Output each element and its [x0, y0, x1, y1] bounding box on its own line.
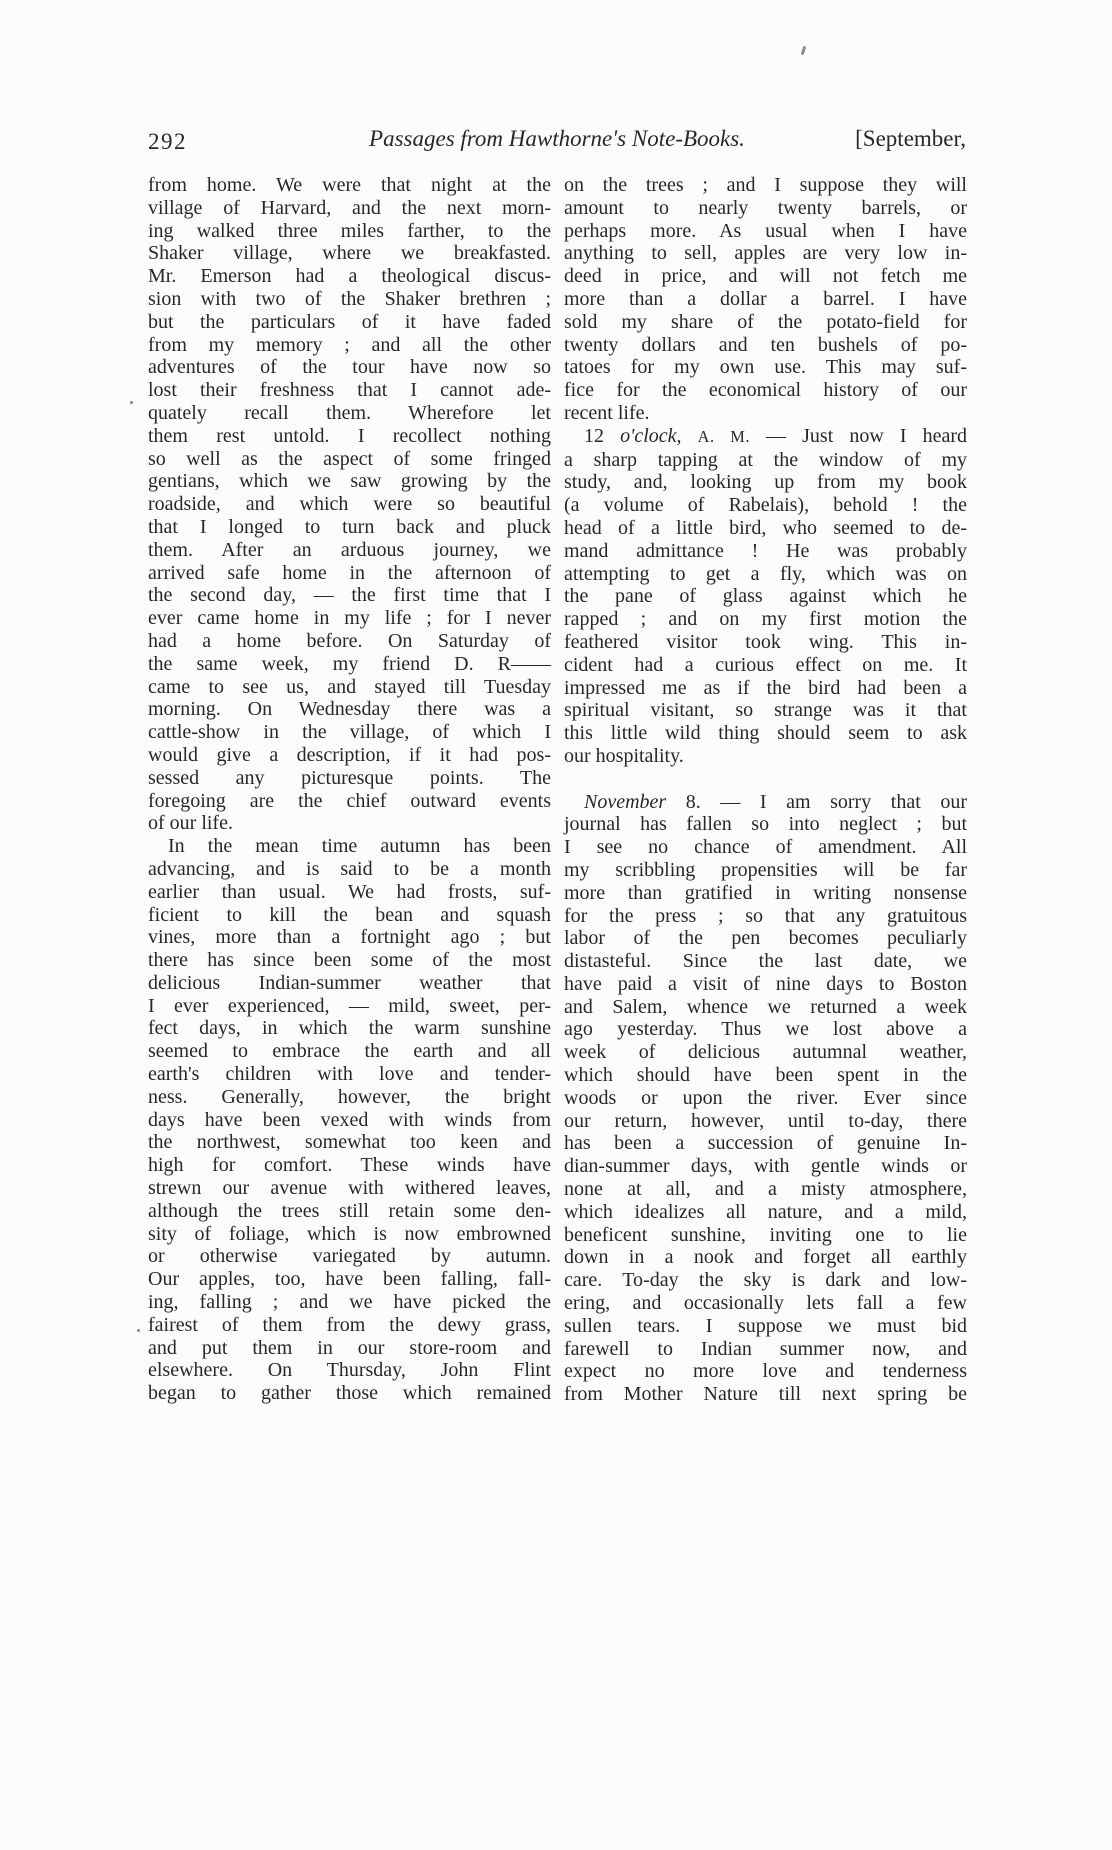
plain-text: sullen tears. I suppose we must bid [564, 1314, 967, 1337]
text-line [148, 356, 551, 379]
plain-text: cident had a curious effect on me. It [564, 653, 967, 676]
plain-text: Shaker village, where we breakfasted. [148, 242, 551, 265]
plain-text: deed in price, and will not fetch me [564, 265, 967, 288]
plain-text: gentians, which we saw growing by the [148, 470, 551, 493]
plain-text: fect days, in which the warm sunshine [148, 1017, 551, 1040]
plain-text: that I longed to turn back and pluck [148, 515, 551, 538]
text-line [148, 790, 551, 813]
plain-text: feathered visitor took wing. This in- [564, 630, 967, 653]
smallcaps-text: A. M. [697, 426, 750, 446]
plain-text: came to see us, and stayed till Tuesday [148, 675, 551, 698]
plain-text: high for comfort. These winds have [148, 1154, 551, 1177]
text-line [564, 334, 967, 357]
text-line [148, 607, 551, 630]
plain-text: vines, more than a fortnight ago ; but [148, 926, 551, 949]
text-line [148, 562, 551, 585]
text-line [564, 1155, 967, 1178]
plain-text: village of Harvard, and the next morn- [148, 196, 551, 219]
text-line [564, 1110, 967, 1133]
plain-text: distasteful. Since the last date, we [564, 950, 967, 973]
text-line [564, 1178, 967, 1201]
plain-text: down in a nook and forget all earthly [564, 1246, 967, 1269]
plain-text: recent life. [564, 401, 650, 424]
issue-date-label: [September, [855, 126, 966, 151]
plain-text: so well as the aspect of some fringed [148, 447, 551, 470]
plain-text: my scribbling propensities will be far [564, 858, 967, 881]
plain-text: mand admittance ! He was probably [564, 539, 967, 562]
text-line [564, 1383, 967, 1406]
running-title: Passages from Hawthorne's Note-Books. [369, 126, 745, 151]
text-line [564, 791, 967, 814]
plain-text: impressed me as if the bird had been a [564, 676, 967, 699]
plain-text: woods or upon the river. Ever since [564, 1086, 967, 1109]
plain-text: our return, however, until to-day, there [564, 1109, 967, 1132]
text-line [148, 470, 551, 493]
text-line [148, 1382, 551, 1405]
plain-text: the same week, my friend D. R—— [148, 652, 551, 675]
plain-text: ering, and occasionally lets fall a few [564, 1292, 967, 1315]
text-line [148, 425, 551, 448]
text-line [148, 242, 551, 265]
plain-text: 12 [584, 424, 621, 447]
text-line [148, 539, 551, 562]
text-line [564, 517, 967, 540]
plain-text: head of a little bird, who seemed to de- [564, 516, 967, 539]
plain-text: amount to nearly twenty barrels, or [564, 196, 967, 219]
plain-text: days have been vexed with winds from [148, 1108, 551, 1131]
plain-text: spiritual visitant, so strange was it that [564, 699, 967, 722]
plain-text: perhaps more. As usual when I have [564, 219, 967, 242]
text-line [564, 356, 967, 379]
text-line [148, 1314, 551, 1337]
plain-text: I see no chance of amendment. All [564, 836, 967, 859]
plain-text: cattle-show in the village, of which I [148, 721, 551, 744]
text-line [564, 859, 967, 882]
plain-text: of our life. [148, 812, 233, 835]
plain-text: adventures of the tour have now so [148, 356, 551, 379]
text-line [564, 1292, 967, 1315]
text-line [148, 448, 551, 471]
plain-text: 8. — I am sorry that our [666, 790, 967, 813]
plain-text: which idealizes all nature, and a mild, [564, 1200, 967, 1223]
text-line [564, 585, 967, 608]
paragraph [148, 835, 551, 1405]
text-line [564, 1338, 967, 1361]
text-line [148, 334, 551, 357]
plain-text: advancing, and is said to be a month [148, 857, 551, 880]
plain-text: sessed any picturesque points. The [148, 766, 551, 789]
text-line [564, 1064, 967, 1087]
text-line [564, 813, 967, 836]
plain-text: farewell to Indian summer now, and [564, 1337, 967, 1360]
text-line [564, 836, 967, 859]
text-column-right [564, 174, 967, 1406]
text-line [564, 927, 967, 950]
plain-text: (a volume of Rabelais), behold ! the [564, 494, 967, 517]
plain-text: have paid a visit of nine days to Boston [564, 972, 967, 995]
plain-text: ing, falling ; and we have picked the [148, 1291, 551, 1314]
text-line [148, 630, 551, 653]
plain-text: more than a dollar a barrel. I have [564, 287, 967, 310]
plain-text: anything to sell, apples are very low in- [564, 242, 967, 265]
plain-text: rapped ; and on my first motion the [564, 608, 967, 631]
text-line [148, 676, 551, 699]
plain-text: strewn our avenue with withered leaves, [148, 1177, 551, 1200]
plain-text: tatoes for my own use. This may suf- [564, 356, 967, 379]
text-line [148, 767, 551, 790]
plain-text: them rest untold. I recollect nothing [148, 424, 551, 447]
text-line [148, 995, 551, 1018]
text-line [148, 1086, 551, 1109]
plain-text: the second day, — the first time that I [148, 584, 551, 607]
plain-text: elsewhere. On Thursday, John Flint [148, 1359, 551, 1382]
text-line [148, 1177, 551, 1200]
text-line [148, 174, 551, 197]
plain-text: but the particulars of it have faded [148, 310, 551, 333]
text-line [148, 744, 551, 767]
text-line [148, 926, 551, 949]
text-line [564, 1360, 967, 1383]
plain-text: began to gather those which remained [148, 1382, 551, 1405]
text-line [148, 311, 551, 334]
text-line [564, 608, 967, 631]
plain-text: none at all, and a misty atmosphere, [564, 1178, 967, 1201]
scan-artifact [130, 401, 133, 404]
text-line [148, 1131, 551, 1154]
text-line [564, 540, 967, 563]
text-line [148, 949, 551, 972]
text-line [148, 197, 551, 220]
text-line [148, 721, 551, 744]
page-header [148, 126, 966, 156]
plain-text: on the trees ; and I suppose they will [564, 174, 967, 196]
paragraph [564, 425, 967, 768]
plain-text: or otherwise variegated by autumn. [148, 1245, 551, 1268]
text-line [564, 1269, 967, 1292]
text-line [148, 972, 551, 995]
scan-artifact [137, 1329, 140, 1332]
text-line [564, 197, 967, 220]
plain-text: dian-summer days, with gentle winds or [564, 1155, 967, 1178]
plain-text: sold my share of the potato-field for [564, 310, 967, 333]
plain-text: ing walked three miles farther, to the [148, 219, 551, 242]
plain-text: Our apples, too, have been falling, fall- [148, 1268, 551, 1291]
plain-text: beneficent sunshine, inviting one to lie [564, 1223, 967, 1246]
text-line [148, 904, 551, 927]
plain-text: In the mean time autumn has been [168, 835, 551, 858]
text-line [564, 1041, 967, 1064]
plain-text: there has since been some of the most [148, 949, 551, 972]
plain-text: from my memory ; and all the other [148, 333, 551, 356]
plain-text: — Just now I heard [749, 424, 968, 447]
plain-text: would give a description, if it had pos- [148, 743, 551, 766]
text-line [564, 471, 967, 494]
text-line [564, 449, 967, 472]
text-line [148, 858, 551, 881]
text-line [148, 220, 551, 243]
text-line [564, 311, 967, 334]
plain-text: arrived safe home in the afternoon of [148, 561, 551, 584]
text-line [148, 1063, 551, 1086]
text-line [564, 220, 967, 243]
text-line [148, 835, 551, 858]
plain-text: the northwest, somewhat too keen and [148, 1131, 551, 1154]
text-line [148, 1337, 551, 1360]
italic-text: o'clock, [620, 424, 682, 447]
text-line [564, 265, 967, 288]
plain-text: ever came home in my life ; for I never [148, 607, 551, 630]
paragraph [564, 791, 967, 1407]
plain-text: sion with two of the Shaker brethren ; [148, 287, 551, 310]
plain-text: fice for the economical history of our [564, 379, 967, 402]
plain-text: and Salem, whence we returned a week [564, 995, 967, 1018]
text-line [148, 288, 551, 311]
text-line [564, 242, 967, 265]
plain-text: a sharp tapping at the window of my [564, 448, 967, 471]
plain-text: journal has fallen so into neglect ; but [564, 813, 967, 836]
plain-text: I ever experienced, — mild, sweet, per- [148, 994, 551, 1017]
text-line [564, 745, 967, 768]
plain-text: care. To-day the sky is dark and low- [564, 1269, 967, 1292]
text-line [564, 379, 967, 402]
plain-text: twenty dollars and ten bushels of po- [564, 333, 967, 356]
text-line [148, 1200, 551, 1223]
text-line [564, 973, 967, 996]
scan-artifact [801, 46, 807, 55]
text-line [564, 425, 967, 449]
plain-text: our hospitality. [564, 744, 684, 767]
plain-text: delicious Indian-summer weather that [148, 971, 551, 994]
text-line [148, 881, 551, 904]
text-line [148, 653, 551, 676]
italic-text: November [584, 790, 667, 813]
text-line [148, 1017, 551, 1040]
text-line [564, 1246, 967, 1269]
text-line [564, 677, 967, 700]
plain-text: more than gratified in writing nonsense [564, 881, 967, 904]
plain-text: week of delicious autumnal weather, [564, 1041, 967, 1064]
text-line [564, 631, 967, 654]
text-line [564, 174, 967, 197]
text-line [564, 722, 967, 745]
text-line [148, 1359, 551, 1382]
text-line [564, 288, 967, 311]
plain-text: had a home before. On Saturday of [148, 629, 551, 652]
plain-text: this little wild thing should seem to ask [564, 722, 967, 745]
text-line [564, 1018, 967, 1041]
text-column-left [148, 174, 551, 1405]
text-line [148, 1040, 551, 1063]
plain-text: labor of the pen becomes peculiarly [564, 927, 967, 950]
text-line [564, 996, 967, 1019]
text-line [564, 1224, 967, 1247]
text-line [148, 1291, 551, 1314]
text-line [564, 1201, 967, 1224]
text-line [564, 1315, 967, 1338]
text-line [148, 1154, 551, 1177]
plain-text: seemed to embrace the earth and all [148, 1040, 551, 1063]
plain-text: earlier than usual. We had frosts, suf- [148, 880, 551, 903]
text-line [564, 950, 967, 973]
plain-text: expect no more love and tenderness [564, 1360, 967, 1383]
plain-text: has been a succession of genuine In- [564, 1132, 967, 1155]
plain-text: sity of foliage, which is now embrowned [148, 1222, 551, 1245]
plain-text: quately recall them. Wherefore let [148, 401, 551, 424]
text-line [148, 1245, 551, 1268]
text-line [148, 516, 551, 539]
text-line [564, 699, 967, 722]
text-line [148, 402, 551, 425]
plain-text: attempting to get a fly, which was on [564, 562, 967, 585]
plain-text: from Mother Nature till next spring be [564, 1383, 967, 1406]
text-line [148, 265, 551, 288]
plain-text: for the press ; so that any gratuitous [564, 904, 967, 927]
plain-text: lost their freshness that I cannot ade- [148, 379, 551, 402]
paragraph [564, 174, 967, 425]
text-line [148, 1223, 551, 1246]
text-line [148, 1109, 551, 1132]
plain-text: fairest of them from the dewy grass, [148, 1313, 551, 1336]
paragraph [148, 174, 551, 835]
text-line [148, 698, 551, 721]
text-line [564, 905, 967, 928]
plain-text: although the trees still retain some den- [148, 1199, 551, 1222]
text-line [564, 654, 967, 677]
plain-text: ficient to kill the bean and squash [148, 903, 551, 926]
text-line [564, 563, 967, 586]
text-line [564, 1087, 967, 1110]
text-line [148, 1268, 551, 1291]
plain-text: ness. Generally, however, the bright [148, 1085, 551, 1108]
plain-text: the pane of glass against which he [564, 585, 967, 608]
plain-text: foregoing are the chief outward events [148, 789, 551, 812]
plain-text: from home. We were that night at the [148, 174, 551, 196]
text-line [564, 882, 967, 905]
plain-text: earth's children with love and tender- [148, 1063, 551, 1086]
text-line [148, 493, 551, 516]
plain-text: morning. On Wednesday there was a [148, 698, 551, 721]
plain-text: roadside, and which were so beautiful [148, 493, 551, 516]
plain-text: which should have been spent in the [564, 1064, 967, 1087]
plain-text: ago yesterday. Thus we lost above a [564, 1018, 967, 1041]
text-line [564, 494, 967, 517]
plain-text: and put them in our store-room and [148, 1336, 551, 1359]
text-line [148, 379, 551, 402]
text-line [564, 1132, 967, 1155]
page-number: 292 [148, 129, 187, 154]
plain-text: them. After an arduous journey, we [148, 538, 551, 561]
text-line [564, 402, 967, 425]
plain-text [682, 425, 698, 447]
text-line [148, 584, 551, 607]
text-line [148, 812, 551, 835]
plain-text: Mr. Emerson had a theological discus- [148, 265, 551, 288]
plain-text: study, and, looking up from my book [564, 471, 967, 494]
